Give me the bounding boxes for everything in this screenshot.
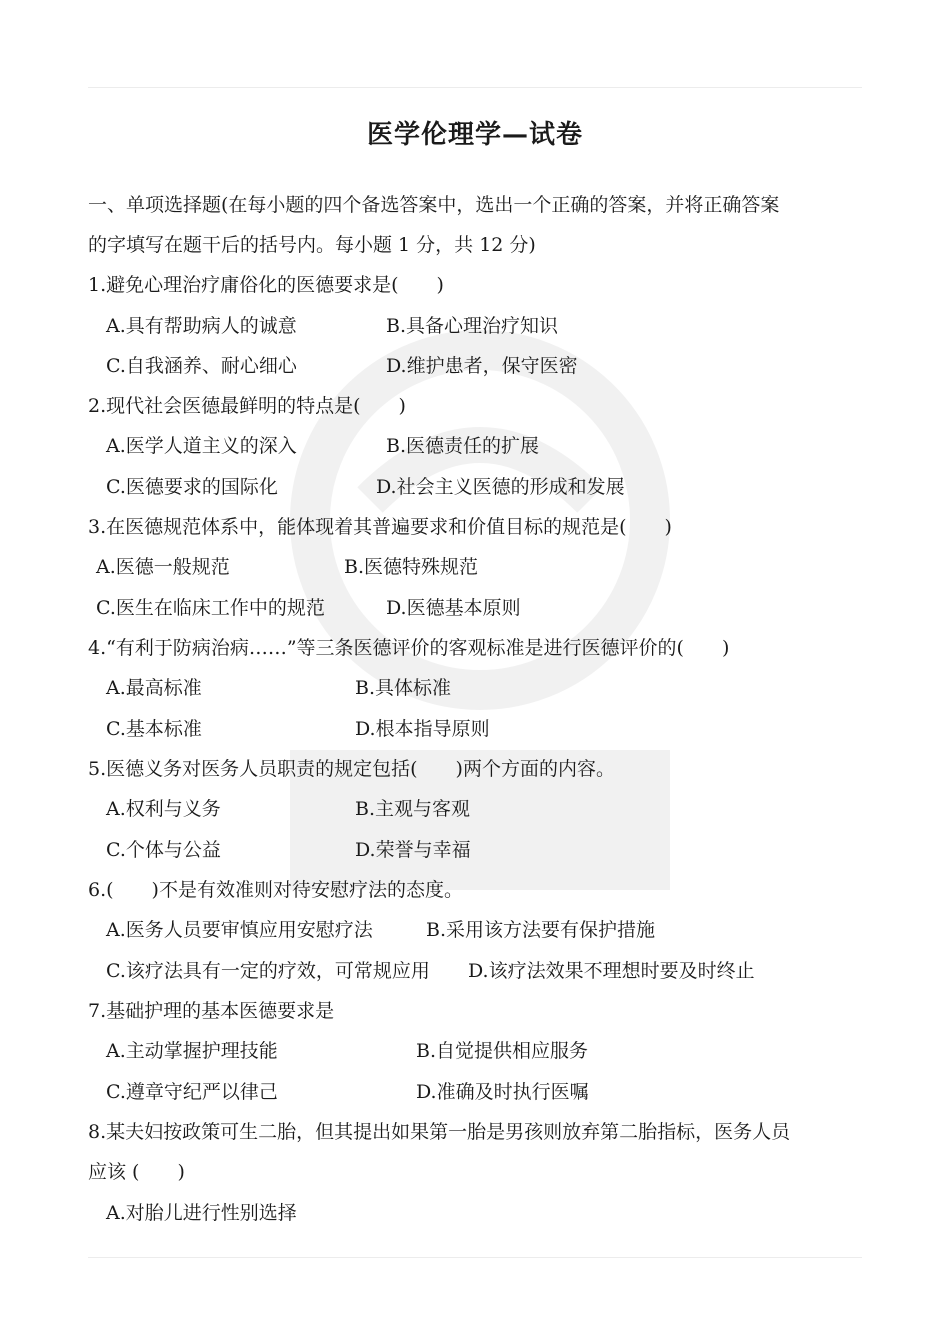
question-option: D.根本指导原则 (355, 718, 490, 740)
question-option: A.医学人道主义的深入 (106, 435, 297, 457)
question-option: D.维护患者，保守医密 (386, 355, 578, 377)
page-title: 医学伦理学—试卷 (366, 120, 583, 150)
question-stem: 7.基础护理的基本医德要求是 (88, 1000, 335, 1022)
question-option: B.采用该方法要有保护措施 (426, 919, 656, 941)
question-option: D.荣誉与幸福 (355, 839, 471, 861)
question-option: A.医德一般规范 (96, 556, 230, 578)
question-stem: 1.避免心理治疗庸俗化的医德要求是( ) (88, 274, 444, 296)
question-option: D.医德基本原则 (386, 597, 521, 619)
question-option: B.自觉提供相应服务 (416, 1040, 589, 1062)
question-option: A.医务人员要审慎应用安慰疗法 (106, 919, 373, 941)
question-option: C.医德要求的国际化 (106, 476, 278, 498)
question-stem: 6.( )不是有效准则对待安慰疗法的态度。 (88, 879, 463, 901)
question-option: C.医生在临床工作中的规范 (96, 597, 325, 619)
question-option: B.主观与客观 (355, 798, 471, 820)
section-heading-continued: 的字填写在题干后的括号内。每小题 1 分，共 12 分) (88, 234, 536, 256)
question-option: C.该疗法具有一定的疗效，可常规应用 (106, 960, 430, 982)
question-option: B.医德责任的扩展 (386, 435, 540, 457)
question-option: C.个体与公益 (106, 839, 221, 861)
section-heading: 一、单项选择题(在每小题的四个备选答案中，选出一个正确的答案，并将正确答案 (88, 194, 780, 216)
question-option: B.医德特殊规范 (344, 556, 479, 578)
question-option: B.具体标准 (355, 677, 452, 699)
question-option: C.基本标准 (106, 718, 202, 740)
question-stem: 3.在医德规范体系中，能体现着其普遍要求和价值目标的规范是( ) (88, 516, 672, 538)
question-option: A.对胎儿进行性别选择 (106, 1202, 297, 1224)
question-option: A.权利与义务 (106, 798, 221, 820)
question-option: D.该疗法效果不理想时要及时终止 (468, 960, 755, 982)
question-option: D.社会主义医德的形成和发展 (376, 476, 625, 498)
bottom-rule (88, 1257, 862, 1258)
question-stem: 8.某夫妇按政策可生二胎，但其提出如果第一胎是男孩则放弃第二胎指标，医务人员 (88, 1121, 791, 1143)
question-option: A.最高标准 (106, 677, 202, 699)
question-option: D.准确及时执行医嘱 (416, 1081, 589, 1103)
top-rule (88, 87, 862, 88)
question-option: B.具备心理治疗知识 (386, 315, 559, 337)
question-stem: 5.医德义务对医务人员职责的规定包括( )两个方面的内容。 (88, 758, 615, 780)
question-option: A.具有帮助病人的诚意 (106, 315, 297, 337)
question-option: A.主动掌握护理技能 (106, 1040, 278, 1062)
question-option: C.自我涵养、耐心细心 (106, 355, 297, 377)
question-option: C.遵章守纪严以律己 (106, 1081, 278, 1103)
question-stem-continued: 应该 ( ) (88, 1161, 185, 1183)
question-stem: 4.“有利于防病治病……”等三条医德评价的客观标准是进行医德评价的( ) (88, 637, 730, 659)
question-stem: 2.现代社会医德最鲜明的特点是( ) (88, 395, 406, 417)
